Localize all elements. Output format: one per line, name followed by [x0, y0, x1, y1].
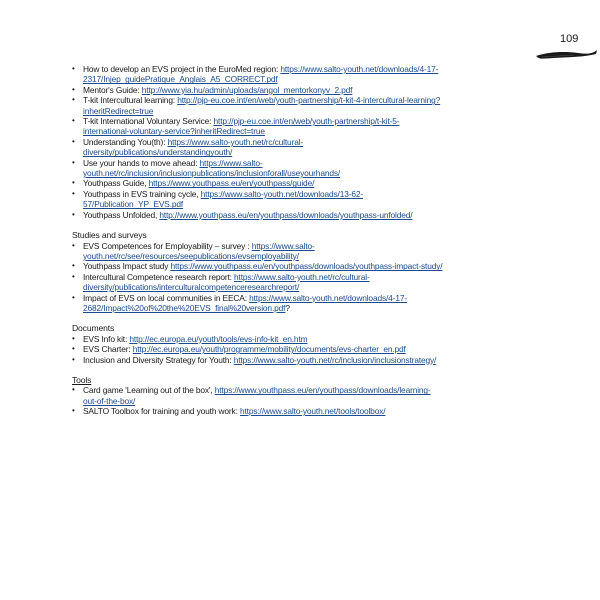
list-item	[72, 406, 444, 416]
page-number: 109	[560, 33, 579, 45]
resource-link[interactable]: https://www.salto-youth.net/downloads/4-17-2682/Impact%20of%20the%20EVS_final%20version.pdf	[83, 292, 407, 313]
list-item	[72, 116, 444, 137]
item-text: EVS Competences for Employability – survey :	[83, 240, 252, 251]
resource-list-content	[72, 64, 444, 417]
item-text: Use your hands to move ahead:	[83, 157, 200, 168]
item-text: Understanding You(th):	[83, 136, 168, 147]
documents-list	[72, 334, 444, 365]
item-text: Inclusion and Diversity Strategy for Youth:	[83, 354, 234, 365]
item-text: Youthpass Unfolded,	[83, 209, 160, 220]
list-item	[72, 293, 444, 314]
resource-link[interactable]: http://ec.europa.eu/youth/tools/evs-info-kit_en.htm	[129, 333, 308, 344]
tools-section	[72, 375, 444, 417]
list-item	[72, 344, 444, 354]
item-text: Impact of EVS on local communities in EECA:	[83, 292, 250, 303]
item-text: How to develop an EVS project in the EuroMed region:	[83, 64, 281, 74]
item-text: T-kit Intercultural learning:	[83, 95, 178, 106]
brush-stroke-decoration	[534, 48, 598, 60]
list-item	[72, 210, 444, 220]
resource-link[interactable]: https://www.salto-youth.net/tools/toolbox/	[239, 406, 386, 417]
item-text: Youthpass Impact study	[83, 261, 171, 272]
resource-link[interactable]: http://pjp-eu.coe.int/en/web/youth-partnership/t-kit-4-intercultural-learning?inheritRedirect=true	[83, 95, 441, 116]
resource-link[interactable]: https://www.salto-youth.net/rc/inclusion/inclusionstrategy/	[233, 354, 437, 365]
item-text: T-kit International Voluntary Service:	[83, 116, 214, 127]
list-item	[72, 158, 444, 179]
studies-section	[72, 230, 444, 313]
resource-link[interactable]: http://pjp-eu.coe.int/en/web/youth-partnership/t-kit-5-international-voluntary-service?inheritRedirect=true	[83, 116, 400, 137]
list-item	[72, 85, 444, 95]
item-text: Mentor's Guide:	[83, 84, 142, 95]
resource-link[interactable]: https://www.salto-youth.net/rc/inclusion/inclusionpublications/inclusionforall/useyourhands/	[83, 157, 341, 179]
resource-link[interactable]: https://www.salto-youth.net/downloads/13-62-57/Publication_YP_EVS.pdf	[83, 188, 364, 210]
studies-list	[72, 241, 444, 314]
intro-resource-list	[72, 64, 444, 220]
resource-link[interactable]: https://www.salto-youth.net/rc/see/resources/seepublications/evsemployability/	[83, 240, 315, 261]
section-heading-tools: Tools	[72, 374, 92, 385]
list-item	[72, 355, 444, 365]
resource-link[interactable]: https://www.salto-youth.net/rc/cultural-diversity/publications/understandingyouth/	[83, 136, 304, 158]
list-item	[72, 64, 444, 85]
item-text: Card game 'Learning out of the box',	[83, 385, 215, 396]
list-item	[72, 95, 444, 116]
section-heading-studies: Studies and surveys	[72, 230, 147, 241]
resource-link[interactable]: https://www.youthpass.eu/en/youthpass/downloads/learning-out-of-the-box/	[83, 385, 431, 406]
tools-list	[72, 385, 444, 416]
item-text: SALTO Toolbox for training and youth work:	[83, 406, 240, 417]
list-item	[72, 189, 444, 210]
item-text: Intercultural Competence research report:	[83, 271, 235, 282]
item-text: Youthpass in EVS training cycle,	[83, 188, 201, 199]
resource-link[interactable]: https://www.salto-youth.net/downloads/4-17-2317/Injep_guidePratique_Anglais_A5_CORRECT.pdf	[83, 64, 439, 85]
resource-link[interactable]: http://ec.europa.eu/youth/programme/mobility/documents/evs-charter_en.pdf	[132, 344, 406, 355]
list-item	[72, 334, 444, 344]
item-text: EVS Charter:	[83, 344, 133, 355]
resource-link[interactable]: http://www.yia.hu/admin/uploads/angol_mentorkonyv_2.pdf	[141, 84, 353, 95]
section-heading-documents: Documents	[72, 323, 115, 334]
resource-link[interactable]: http://www.youthpass.eu/en/youthpass/downloads/youthpass-unfolded/	[159, 209, 413, 220]
resource-link[interactable]: https://www.youthpass.eu/en/youthpass/downloads/youthpass-impact-study/	[170, 261, 443, 272]
list-item	[72, 137, 444, 158]
resource-link[interactable]: https://www.youthpass.eu/en/youthpass/guide/	[148, 178, 315, 189]
item-text: EVS Info kit:	[83, 333, 130, 344]
list-item	[72, 241, 444, 262]
documents-section	[72, 323, 444, 365]
item-text: Youthpass Guide,	[83, 178, 149, 189]
list-item	[72, 178, 444, 188]
item-suffix: ?	[285, 302, 290, 313]
list-item	[72, 272, 444, 293]
list-item	[72, 385, 444, 406]
resource-link[interactable]: https://www.salto-youth.net/rc/cultural-diversity/publications/interculturalcompetenceresearchreport/	[83, 271, 370, 293]
list-item	[72, 261, 444, 271]
